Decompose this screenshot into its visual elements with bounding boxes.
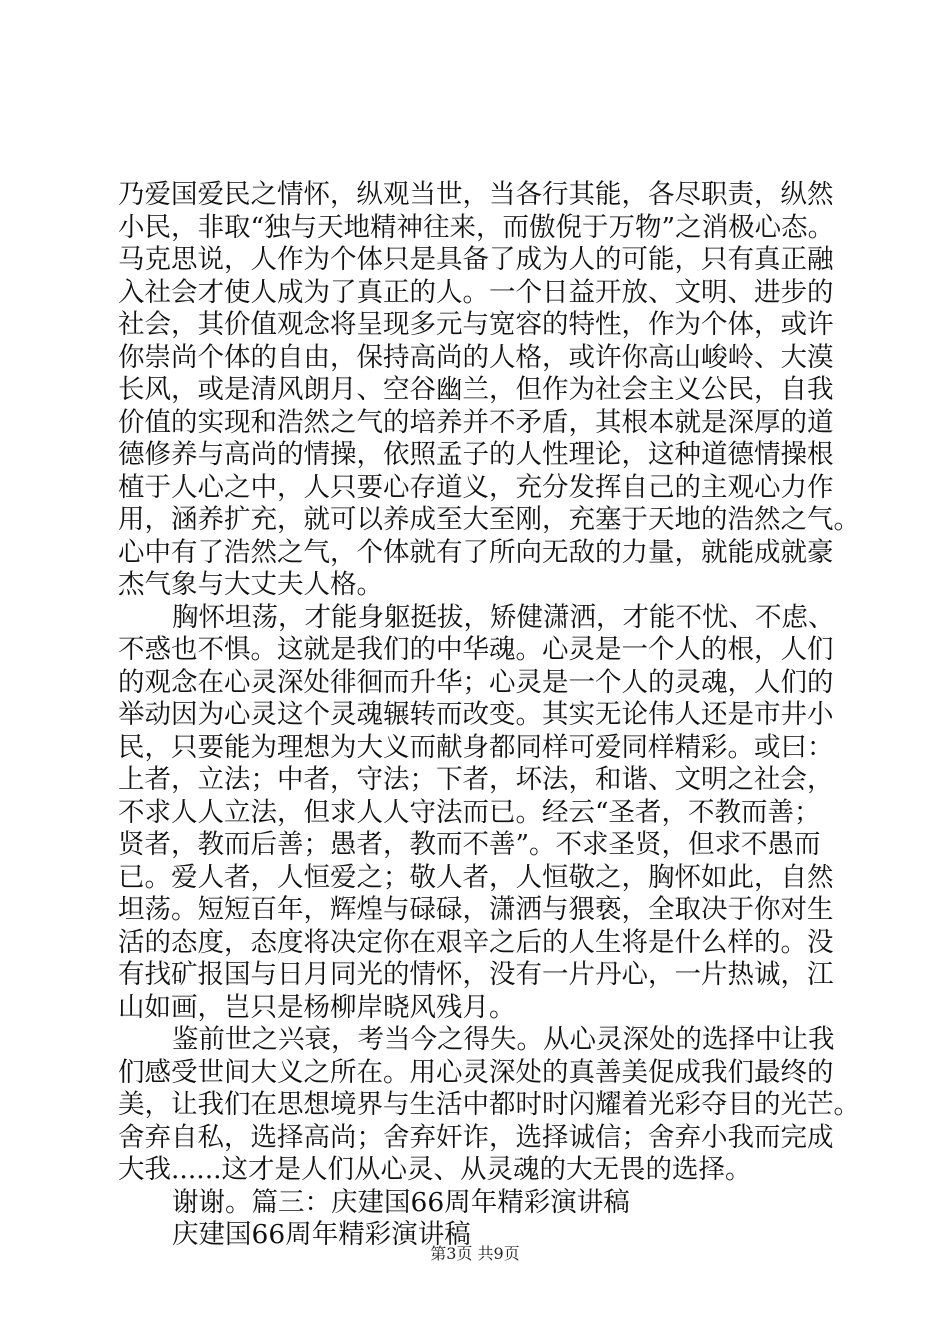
- text-line: 的观念在心灵深处徘徊而升华；心灵是一个人的灵魂，人们的: [118, 666, 834, 698]
- text-line: 上者，立法；中者，守法；下者，坏法，和谐、文明之社会，: [118, 764, 834, 795]
- text-line: 坦荡。短短百年，辉煌与碌碌，潇洒与猥亵，全取决于你对生: [118, 894, 834, 925]
- page-number-footer: 第3页 共9页: [430, 1244, 520, 1263]
- text-line: 植于人心之中，人只要心存道义，充分发挥自己的主观心力作: [118, 471, 834, 503]
- body-text: [118, 179, 878, 1252]
- text-line: 小民，非取“独与天地精神往来，而傲倪于万物”之消极心态。: [118, 211, 835, 243]
- text-line: 贤者，教而后善；愚者，教而不善”。不求圣贤，但求不愚而: [118, 829, 821, 860]
- text-line: 山如画，岂只是杨柳岸晓风残月。: [118, 991, 516, 1023]
- text-line: 鉴前世之兴衰，考当今之得失。从心灵深处的选择中让我: [172, 1024, 835, 1055]
- text-line: 价值的实现和浩然之气的培养并不矛盾，其根本就是深厚的道: [118, 406, 834, 438]
- text-line: 不惑也不惧。这就是我们的中华魂。心灵是一个人的根，人们: [118, 634, 834, 665]
- text-line: 不求人人立法，但求人人守法而已。经云“圣者，不教而善；: [118, 796, 821, 828]
- text-line: 长风，或是清风朗月、空谷幽兰，但作为社会主义公民，自我: [118, 374, 834, 405]
- text-line: 乃爱国爱民之情怀，纵观当世，当各行其能，各尽职责，纵然: [118, 179, 834, 210]
- text-line: 举动因为心灵这个灵魂辗转而改变。其实无论伟人还是市井小: [118, 699, 834, 730]
- text-line: 已。爱人者，人恒爱之；敬人者，人恒敬之，胸怀如此，自然: [118, 861, 834, 893]
- text-line: 马克思说，人作为个体只是具备了成为人的可能，只有真正融: [118, 244, 834, 275]
- text-line: 舍弃自私，选择高尚；舍弃奸诈，选择诚信；舍弃小我而完成: [118, 1121, 834, 1153]
- text-line: 社会，其价值观念将呈现多元与宽容的特性，作为个体，或许: [118, 309, 834, 340]
- text-line: 胸怀坦荡，才能身躯挺拔，矫健潇洒，才能不忧、不虑、: [172, 601, 835, 633]
- text-line: 活的态度，态度将决定你在艰辛之后的人生将是什么样的。没: [118, 926, 834, 958]
- text-line: 心中有了浩然之气，个体就有了所向无敌的力量，就能成就豪: [118, 536, 834, 568]
- text-line: 有找矿报国与日月同光的情怀，没有一片丹心，一片热诚，江: [118, 959, 834, 990]
- text-line: 谢谢。篇三：庆建国66周年精彩演讲稿: [172, 1186, 630, 1218]
- text-line: 们感受世间大义之所在。用心灵深处的真善美促成我们最终的: [118, 1056, 834, 1088]
- text-line: 入社会才使人成为了真正的人。一个日益开放、文明、进步的: [118, 276, 834, 308]
- text-line: 用，涵养扩充，就可以养成至大至刚，充塞于天地的浩然之气。: [118, 504, 860, 535]
- text-line: 杰气象与大丈夫人格。: [118, 569, 383, 600]
- text-line: 美，让我们在思想境界与生活中都时时闪耀着光彩夺目的光芒。: [118, 1089, 860, 1120]
- text-line: 德修养与高尚的情操，依照孟子的人性理论，这种道德情操根: [118, 439, 834, 470]
- text-line: 民，只要能为理想为大义而献身都同样可爱同样精彩。或曰：: [118, 731, 834, 763]
- text-line: 大我......这才是人们从心灵、从灵魂的大无畏的选择。: [118, 1154, 752, 1185]
- text-line: 你崇尚个体的自由，保持高尚的人格，或许你高山峻岭、大漠: [118, 341, 834, 373]
- text-line: 庆建国66周年精彩演讲稿: [172, 1219, 471, 1250]
